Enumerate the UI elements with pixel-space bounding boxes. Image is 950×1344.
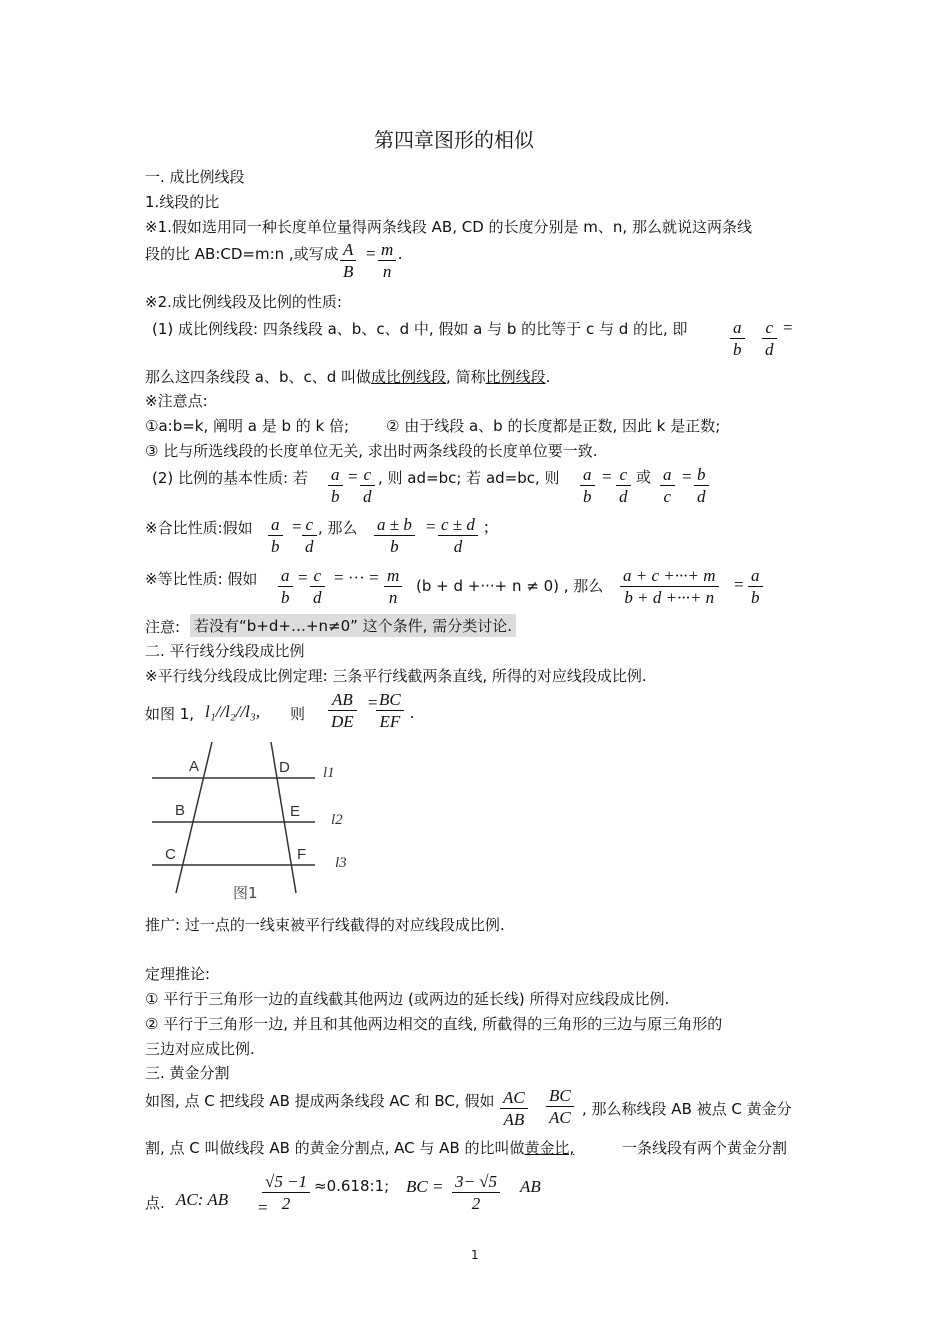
or-word: 或: [636, 468, 652, 486]
point-label-a: A: [189, 758, 200, 775]
notice-text: 若没有“b+d+…+n≠0” 这个条件, 需分类讨论.: [190, 614, 516, 637]
corollary-1: ① 平行于三角形一边的直线截其他两边 (或两边的延长线) 所得对应线段成比例.: [145, 990, 670, 1008]
fraction-sqrt5-minus-1-over-2: $\frac{√5 -1}{2}$: [262, 1172, 310, 1215]
fraction-ac-ab: $\frac{AC}{AB}$: [500, 1088, 528, 1131]
fraction-b-over-d: $\frac{b}{d}$: [694, 465, 709, 508]
golden-def-line-1-end: , 那么称线段 AB 被点 C 黄金分: [582, 1100, 792, 1118]
section-heading-1: 一. 成比例线段: [145, 168, 245, 186]
fraction-m-n-2: $\frac{m}{n}$: [384, 566, 402, 609]
equal-ratio-condition: (b + d +···+ n ≠ 0) , 那么: [416, 577, 604, 595]
fraction-a-over-b-2: $\frac{a}{b}$: [580, 465, 595, 508]
equals-sign-2: =: [783, 318, 793, 337]
ellipsis-equals: = ··· =: [334, 568, 379, 587]
subheading-proportional: ※2.成比例线段及比例的性质:: [145, 293, 342, 311]
equals-sign-10: =: [368, 693, 378, 712]
proportional-def: (1) 成比例线段: 四条线段 a、b、c、d 中, 假如 a 与 b 的比等于 c 与 d 的比, 即: [152, 320, 688, 338]
fraction-c-d-4: $\frac{c}{d}$: [310, 566, 325, 609]
fraction-a-over-b: $\frac{a}{b}$: [328, 465, 343, 508]
figure-reference: 如图 1,: [145, 705, 195, 723]
corollary-2-line-1: ② 平行于三角形一边, 并且和其他两边相交的直线, 所截得的三角形的三边与原三角形的: [145, 1015, 723, 1033]
golden-def-line-2-end: 一条线段有两个黄金分割: [622, 1139, 788, 1157]
golden-def-line-1: 如图, 点 C 把线段 AB 提成两条线段 AC 和 BC, 假如: [145, 1092, 495, 1110]
fraction-3-minus-sqrt5-over-2: $\frac{3- √5}{2}$: [452, 1172, 500, 1215]
fraction-a-over-c: $\frac{a}{c}$: [660, 465, 675, 508]
figure-caption: 图1: [233, 884, 258, 902]
equals-sign-7: =: [426, 517, 436, 536]
fraction-a-b-2: $\frac{a}{b}$: [730, 318, 745, 361]
period-2: .: [410, 703, 415, 722]
note-1: ①a:b=k, 阐明 a 是 b 的 k 倍;: [145, 417, 350, 435]
parallel-relation: l₁//l₂//l₃,: [205, 702, 261, 721]
fraction-a-b: $\frac{A}{B}$: [340, 240, 356, 283]
section-heading-2: 二. 平行线分线段成比例: [145, 642, 305, 660]
fraction-a-b-5: $\frac{a}{b}$: [748, 566, 763, 609]
fraction-ab-de: $\frac{AB}{DE}$: [328, 690, 357, 733]
note-heading: ※注意点:: [145, 392, 208, 410]
compound-property-then: , 那么: [318, 519, 358, 537]
point-label-b: B: [175, 802, 186, 819]
fraction-c-pm-d: $\frac{c \pm d}{d}$: [438, 515, 478, 558]
fraction-bc-ef: $\frac{BC}{EF}$: [376, 690, 404, 733]
fraction-c-d: $\frac{c}{d}$: [762, 318, 777, 361]
equals-sign-11: =: [258, 1198, 268, 1217]
line-label-l1: l1: [323, 765, 335, 781]
notice-label: 注意:: [145, 618, 181, 636]
note-2: ② 由于线段 a、b 的长度都是正数, 因此 k 是正数;: [386, 417, 721, 435]
golden-def-line-2: 割, 点 C 叫做线段 AB 的黄金分割点, AC 与 AB 的比叫做黄金比,: [145, 1139, 575, 1157]
line-label-l3: l3: [335, 855, 347, 871]
basic-property: (2) 比例的基本性质: 若: [152, 469, 308, 487]
semicolon: ;: [484, 517, 489, 536]
ratio-approx: ≈0.618:1;: [314, 1177, 390, 1195]
definition-line-1: ※1.假如选用同一种长度单位量得两条线段 AB, CD 的长度分别是 m、n, 那么就说这两条线: [145, 218, 752, 236]
generalization: 推广: 过一点的一线束被平行线截得的对应线段成比例.: [145, 916, 505, 934]
then-word: 则: [290, 705, 306, 723]
point-label-c: C: [165, 846, 176, 863]
bc-equals: BC =: [406, 1177, 444, 1196]
fraction-c-over-d: $\frac{c}{d}$: [360, 465, 375, 508]
corollary-heading: 定理推论:: [145, 965, 211, 983]
fraction-m-n: $\frac{m}{n}$: [378, 240, 396, 283]
fraction-a-pm-b: $\frac{a \pm b}{b}$: [374, 515, 415, 558]
equals-sign-4: =: [602, 467, 612, 486]
proportional-def-cont: 那么这四条线段 a、b、c、d 叫做成比例线段, 简称比例线段.: [145, 368, 551, 386]
equals-sign-8: =: [298, 568, 308, 587]
parallel-theorem: ※平行线分线段成比例定理: 三条平行线截两条直线, 所得的对应线段成比例.: [145, 667, 647, 685]
equal-ratio-label: ※等比性质: 假如: [145, 570, 258, 588]
fraction-c-over-d-2: $\frac{c}{d}$: [616, 465, 631, 508]
corollary-2-line-2: 三边对应成比例.: [145, 1040, 255, 1058]
equals-sign-9: =: [734, 575, 744, 594]
fraction-a-b-3: $\frac{a}{b}$: [268, 515, 283, 558]
ab-term: AB: [520, 1177, 541, 1196]
subheading-ratio: 1.线段的比: [145, 193, 220, 211]
definition-line-2: 段的比 AB:CD=m:n ,或写成: [145, 245, 339, 263]
figure-1-parallel-lines: [145, 735, 365, 910]
page-number: 1: [471, 1248, 479, 1262]
fraction-bc-ac: $\frac{BC}{AC}$: [546, 1086, 574, 1129]
equals-sign-5: =: [682, 467, 692, 486]
period: .: [398, 244, 403, 263]
equals-sign: =: [366, 244, 376, 263]
point-label-e: E: [290, 803, 301, 820]
golden-ratio-point: 点.: [145, 1194, 165, 1212]
page-title: 第四章图形的相似: [374, 128, 534, 152]
point-label-d: D: [279, 759, 290, 776]
fraction-sum-ratio: $\frac{a + c +\cdot\cdot\cdot+ m}{b + d +\cdot\cdot\cdot+ n}$: [620, 566, 719, 609]
ratio-ac-ab: AC: AB: [176, 1190, 229, 1209]
note-3: ③ 比与所选线段的长度单位无关, 求出时两条线段的长度单位要一致.: [145, 442, 598, 460]
compound-property-label: ※合比性质:假如: [145, 519, 253, 537]
fraction-c-d-3: $\frac{c}{d}$: [302, 515, 317, 558]
basic-property-cont: , 则 ad=bc; 若 ad=bc, 则: [378, 469, 560, 487]
line-label-l2: l2: [331, 812, 343, 828]
section-heading-3: 三. 黄金分割: [145, 1064, 230, 1082]
equals-sign-3: =: [348, 467, 358, 486]
equals-sign-6: =: [292, 517, 302, 536]
point-label-f: F: [297, 846, 307, 863]
fraction-a-b-4: $\frac{a}{b}$: [278, 566, 293, 609]
